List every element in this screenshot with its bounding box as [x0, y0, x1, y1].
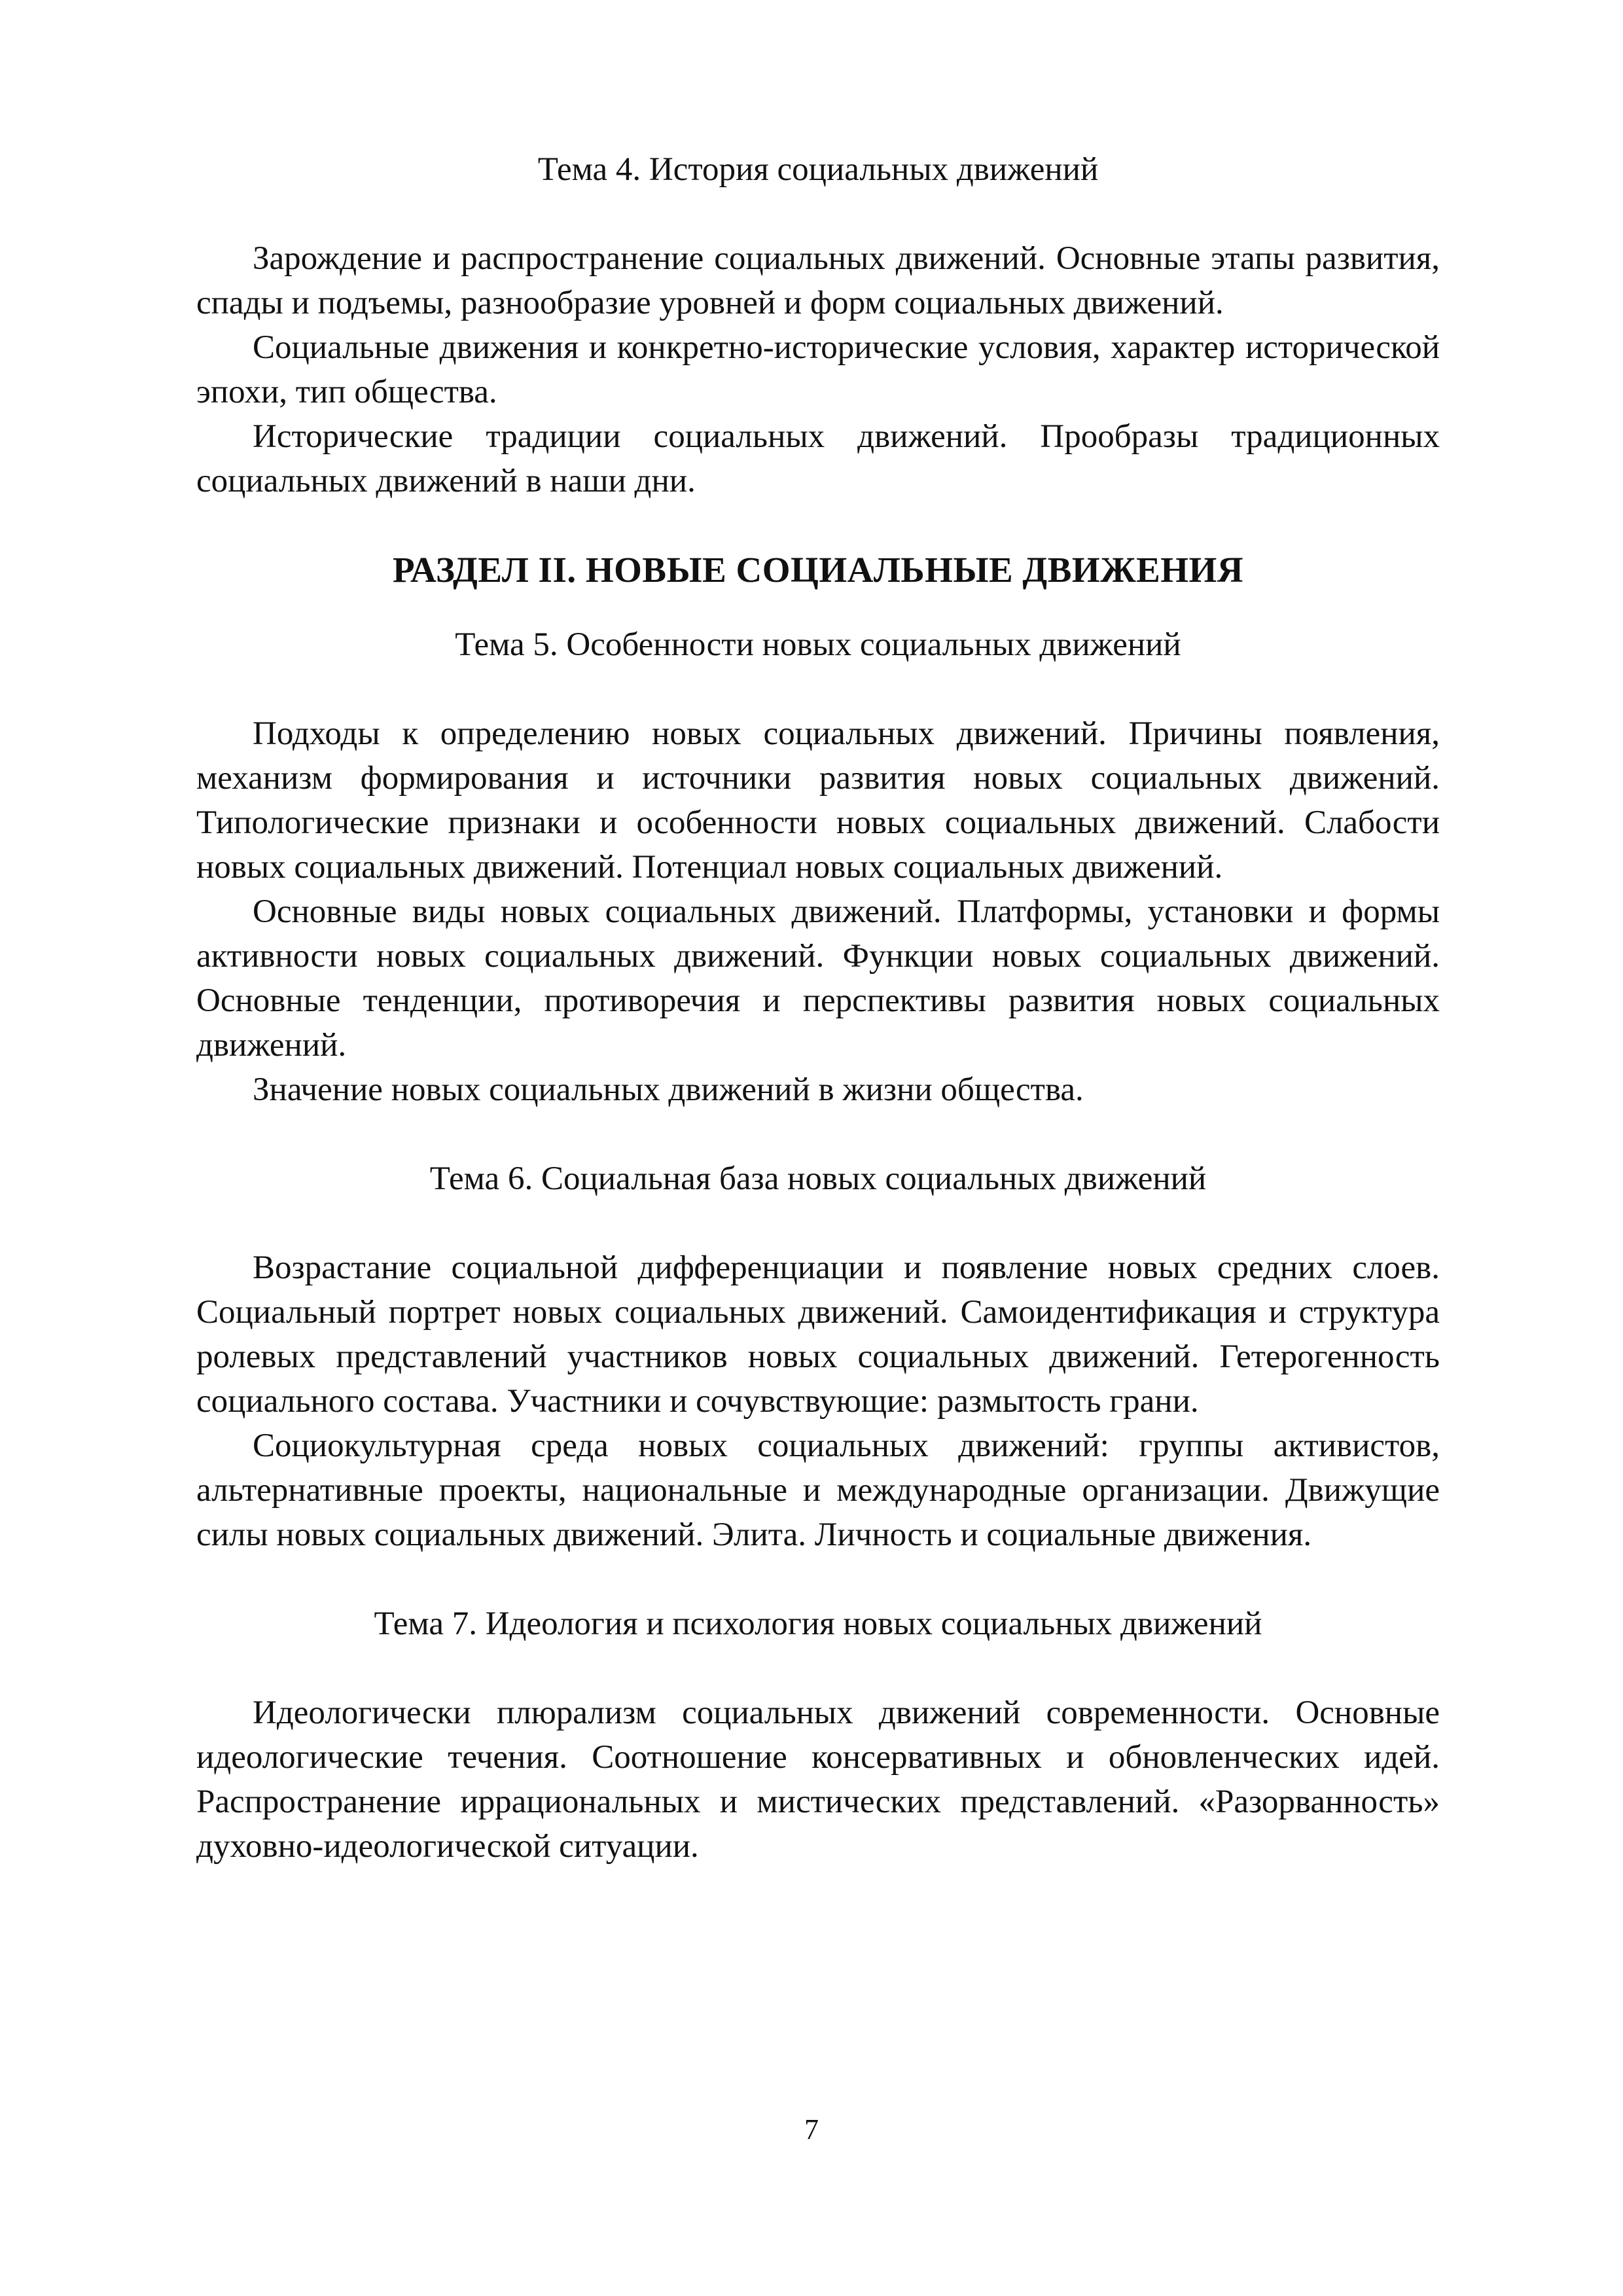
- topic-4-paragraph-1: Зарождение и распространение социальных движений. Основные этапы развития, спады и подъемы, разнообразие уровней и форм социальных движений.: [196, 240, 1440, 321]
- topic-4-title: Тема 4. История социальных движений: [537, 151, 1099, 188]
- page-number: 7: [804, 2113, 819, 2145]
- topic-4-paragraph-3: Исторические традиции социальных движений. Прообразы традиционных социальных движений в наши дни.: [196, 418, 1440, 499]
- topic-5-paragraph-3: Значение новых социальных движений в жизни общества.: [253, 1071, 1084, 1108]
- topic-7: [196, 1602, 1440, 1869]
- topic-7-title: Тема 7. Идеология и психология новых социальных движений: [374, 1605, 1262, 1642]
- topic-5-paragraph-1: Подходы к определению новых социальных движений. Причины появления, механизм формирования и источники развития новых социальных движений. Типологические признаки и особенности новых социальных движений. Слабости новых социальных движений. Потенциал новых социальных движений.: [196, 715, 1440, 886]
- topic-6-title: Тема 6. Социальная база новых социальных движений: [429, 1160, 1207, 1197]
- topic-5-paragraph-2: Основные виды новых социальных движений. Платформы, установки и формы активности новых социальных движений. Функции новых социальных движений. Основные тенденции, противоречия и перспективы развития новых социальных движений.: [196, 893, 1440, 1064]
- topic-4: [196, 147, 1440, 503]
- topic-4-paragraph-2: Социальные движения и конкретно-исторические условия, характер исторической эпохи, тип общества.: [196, 329, 1440, 410]
- topic-6: [196, 1157, 1440, 1557]
- document-page: [196, 147, 1440, 1913]
- topic-6-paragraph-2: Социокультурная среда новых социальных движений: группы активистов, альтернативные проекты, национальные и международные организации. Движущие силы новых социальных движений. Элита. Личность и социальные движения.: [196, 1427, 1440, 1553]
- topic-7-paragraph-1: Идеологически плюрализм социальных движений современности. Основные идеологические течения. Соотношение консервативных и обновленческих идей. Распространение иррациональных и мистических представлений. «Разорванность» духовно-идеологической ситуации.: [196, 1695, 1440, 1865]
- topic-6-paragraph-1: Возрастание социальной дифференциации и появление новых средних слоев. Социальный портрет новых социальных движений. Самоидентификация и структура ролевых представлений участников новых социальных движений. Гетерогенность социального состава. Участники и сочувствующие: размытость грани.: [196, 1249, 1440, 1420]
- topic-5: [196, 622, 1440, 1112]
- section-2-heading: РАЗДЕЛ II. НОВЫЕ СОЦИАЛЬНЫЕ ДВИЖЕНИЯ: [392, 550, 1244, 590]
- topic-5-title: Тема 5. Особенности новых социальных движений: [455, 626, 1181, 663]
